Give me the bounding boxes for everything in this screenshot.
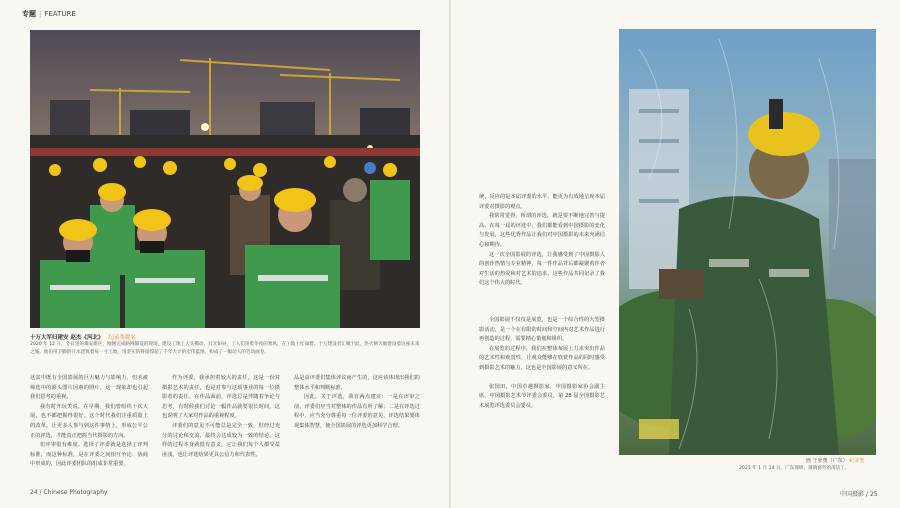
photo2-caption-title — [806, 457, 864, 464]
page-number: 24 — [30, 489, 38, 496]
left-column-3 — [294, 374, 420, 484]
paragraph: 这其中既有全国影展的巨大魅力与影响力，但未被筛选中的源头图片因素的照片，这一现象却也引起我们思考的重视。 — [30, 375, 148, 401]
section-header: 专题 | FEATURE — [22, 10, 76, 18]
right-column-1 — [479, 193, 605, 316]
paragraph: 因此，关于评选，我有两点建议：一是在评审之前，评委们应当对整体的作品有所了解；二是在评选过程中，应当充分尊重每一位评委的意见，评选结果要体现集体智慧，使全国影展的评选更加科学合理。 — [294, 394, 420, 429]
paragraph: 作为评委，我承担着较大的责任。这是一份对摄影艺术的责任，也是对参与这项事业的每一位摄影者的责任。在作品面前，评选总是伴随着争论与思考，有时候我们讨论一幅作品就要很长时间，这也说明了大家对作品的重视程度。 — [162, 375, 280, 420]
page-number: 25 — [869, 491, 878, 498]
paragraph: 我有时开玩笑说，在早期，我们曾组织十次大展，也不都把握得很好。这个时代我们注重质量上的改革。让更多人参与到这件事情上，形成公平公正的评选，才能真正把握当代摄影的方向。 — [30, 403, 148, 439]
section-label: FEATURE — [44, 10, 76, 18]
right-column-2 — [479, 316, 605, 486]
photo1-title: 十万大军归建安 — [30, 335, 69, 341]
left-column-2 — [162, 374, 280, 484]
paragraph: 评委们的意见不可能总是完全一致，但经过充分的讨论和交流，最终会达成较为一致的结论。这样的过程本身就很有意义，它让我们每个人都受益匪浅，也让评选结果更具公信力和代表性。 — [162, 422, 280, 458]
paragraph: 这一次全国影展的评选，让我感受到了中国摄影人的创作热情与专业精神，每一件作品背后都凝聚着作者对生活的热爱和对艺术的追求，这些作品共同记录了我们这个伟大的时代。 — [479, 251, 605, 287]
paragraph: 在展览的过程中，我们在整体布展上力求突出作品的艺术性和观赏性，让观众能够在欣赏作品的同时感受到摄影艺术的魅力，这也是全国影展的意义所在。 — [479, 345, 605, 371]
magazine-name: 中国摄影 — [840, 491, 865, 498]
left-page — [0, 0, 449, 508]
right-page — [451, 0, 900, 508]
photo1-award: 纪录类提名 — [108, 335, 136, 341]
photo2-award: 纪录类 — [849, 458, 865, 464]
page-number-right: 中国摄影 / 25 — [840, 491, 878, 498]
photo2-caption-body: 2021 年 1 月 14 日，广东深圳，玻璃窗外的清洁工。 — [739, 466, 850, 471]
section-title: 专题 — [22, 10, 36, 18]
photo1-author: 赵杰《河北》 — [70, 335, 104, 341]
photo2-title: 画 王亚奥（广东） — [806, 458, 848, 464]
paragraph: 我常常觉得，所谓的评选，就是要不断地完善与提高。在每一届的评选中，我们都能看到中国摄影的变化与发展，这些优秀作品让我们对中国摄影的未来充满信心和期待。 — [479, 213, 605, 248]
paragraph: 品是由评委们集体评议而产生的，这应该体现出我们的整体水平和判断标准。 — [294, 375, 420, 391]
window-cleaner-photo — [619, 29, 876, 455]
photo1-caption-title — [30, 333, 136, 341]
workers-photo — [30, 30, 420, 328]
paragraph: 但评审很有难度。选择了评委就是选择了评判标准，而这种标准，是在评委之间相互争论、协商中形成的，因此评委团队的组成非常重要。 — [30, 442, 148, 468]
paragraph: 统，反应的是本届评委的水平，能更为有效地呈现本届评委对摄影的观点。 — [479, 194, 605, 210]
left-column-1 — [30, 374, 148, 484]
page-number-left: 24 / Chinese Photography — [30, 489, 108, 496]
author-bio: 张国田，中国卓越摄影家，中国摄影家协会副主席，中国摄影艺术节评委会委员，第 28 届全国摄影艺术展览评选委员会委员。 — [479, 383, 605, 409]
magazine-name: Chinese Photography — [43, 489, 108, 496]
photo1-caption-body: 2020 年 12 月，冬日里的雄安新区，刚刚完成路网铺设的现场，建设工地上人头攒动、灯光如昼，工人们顶着冬夜的寒风，在工地上忙碌着。十万建设者汇聚于此，热火朝天地建设着这座未来之城。他们用辛勤的汗水浇筑着每一寸土地，用坚实的脊梁撑起了千年大计的宏伟蓝图，构成了一幅动人的劳动画卷。 — [30, 342, 420, 355]
paragraph: 全国影展不仅仅是展览，也是一个综合性的大型摄影活动，是一个在有限的时间和空间内对艺术作品进行再创造的过程，需要精心策划和组织。 — [479, 317, 605, 343]
